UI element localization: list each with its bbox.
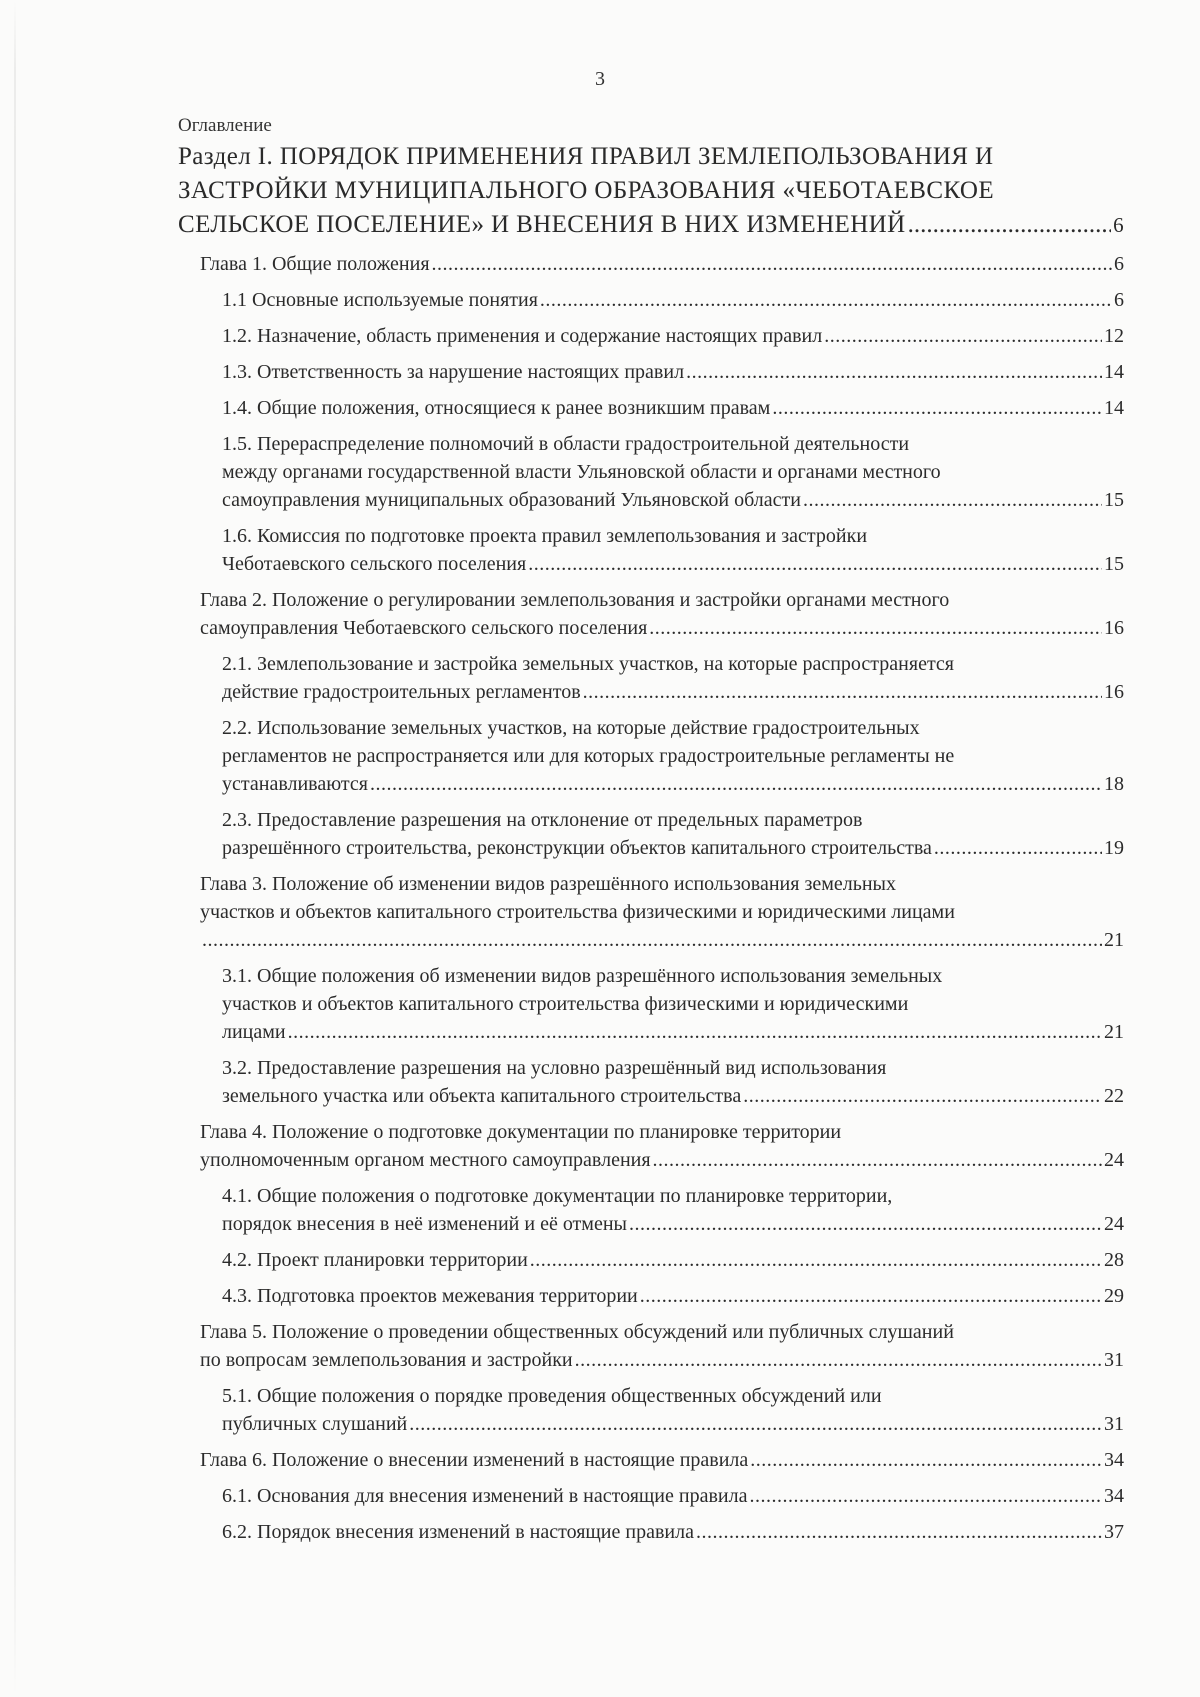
- toc-entry-last-line: [222, 1410, 1124, 1438]
- dot-leader: [743, 1082, 1102, 1110]
- toc-entry-title: земельного участка или объекта капитального строительства: [222, 1085, 742, 1107]
- dot-leader: [202, 926, 1102, 954]
- toc-entry-last-line: [222, 358, 1124, 386]
- toc-entry-page-number: 31: [1104, 1413, 1124, 1435]
- toc-entry-page-number: 28: [1104, 1249, 1124, 1271]
- toc-heading: Оглавление: [178, 115, 272, 136]
- dot-leader: [824, 322, 1102, 350]
- toc-entry-last-line: [222, 550, 1124, 578]
- toc-entry-chapter[interactable]: [178, 586, 1124, 642]
- toc-entry-last-line: [222, 1210, 1124, 1238]
- toc-entry-page-number: 22: [1104, 1085, 1124, 1107]
- toc-entry-last-line: [222, 1518, 1124, 1546]
- dot-leader: [696, 1518, 1102, 1546]
- toc-entry-title: 4.3. Подготовка проектов межевания территории: [222, 1285, 638, 1307]
- toc-entry-sub[interactable]: [178, 714, 1124, 798]
- toc-entry-last-line: [222, 1282, 1124, 1310]
- toc-entry-line: участков и объектов капитального строительства физическими и юридическими лицами: [200, 901, 955, 923]
- toc-entry-last-line: [222, 322, 1124, 350]
- toc-entry-line: 1.6. Комиссия по подготовке проекта правил землепользования и застройки: [222, 525, 868, 547]
- toc-entry-last-line: [222, 770, 1124, 798]
- toc-entry-title: 6.1. Основания для внесения изменений в настоящие правила: [222, 1485, 748, 1507]
- dot-leader: [432, 250, 1112, 278]
- dot-leader: [934, 834, 1102, 862]
- toc-entry-last-line: [222, 834, 1124, 862]
- table-of-contents: [178, 114, 1124, 1546]
- toc-entry-last-line: [222, 678, 1124, 706]
- toc-entry-last-line: [222, 1018, 1124, 1046]
- toc-entry-line: Раздел I. ПОРЯДОК ПРИМЕНЕНИЯ ПРАВИЛ ЗЕМЛЕПОЛЬЗОВАНИЯ И: [178, 143, 994, 170]
- toc-entry-page-number: 31: [1104, 1349, 1124, 1371]
- toc-entry-line: 2.1. Землепользование и застройка земельных участков, на которые распространяется: [222, 653, 955, 675]
- toc-entry-sub[interactable]: [178, 522, 1124, 578]
- toc-entry-title: порядок внесения в неё изменений и её отмены: [222, 1213, 627, 1235]
- toc-entry-last-line: [200, 1146, 1124, 1174]
- toc-entry-page-number: 21: [1104, 929, 1124, 951]
- toc-entry-title: самоуправления Чеботаевского сельского поселения: [200, 617, 648, 639]
- toc-entry-page-number: 14: [1104, 361, 1124, 383]
- toc-entry-page-number: 18: [1104, 773, 1124, 795]
- toc-entry-title: Глава 6. Положение о внесении изменений в настоящие правила: [200, 1449, 749, 1471]
- toc-entry-line: 5.1. Общие положения о порядке проведения общественных обсуждений или: [222, 1385, 882, 1407]
- toc-entry-line: между органами государственной власти Ульяновской области и органами местного: [222, 461, 941, 483]
- toc-entry-title: 4.2. Проект планировки территории: [222, 1249, 528, 1271]
- toc-entry-last-line: [200, 926, 1124, 954]
- dot-leader: [583, 678, 1102, 706]
- toc-entry-last-line: [222, 1246, 1124, 1274]
- dot-leader: [803, 486, 1102, 514]
- toc-entry-title: лицами: [222, 1021, 286, 1043]
- toc-entry-page-number: 15: [1104, 489, 1124, 511]
- toc-entry-sub[interactable]: [178, 1382, 1124, 1438]
- toc-entry-last-line: [200, 614, 1124, 642]
- toc-entry-page-number: 15: [1104, 553, 1124, 575]
- toc-entry-line: 3.2. Предоставление разрешения на условно разрешённый вид использования: [222, 1057, 887, 1079]
- toc-entry-line: 2.2. Использование земельных участков, на которые действие градостроительных: [222, 717, 920, 739]
- dot-leader: [908, 208, 1112, 242]
- toc-entries: [178, 140, 1124, 1546]
- toc-entry-sub[interactable]: [178, 1282, 1124, 1310]
- toc-entry-page-number: 29: [1104, 1285, 1124, 1307]
- dot-leader: [288, 1018, 1102, 1046]
- toc-entry-last-line: [200, 250, 1124, 278]
- dot-leader: [772, 394, 1102, 422]
- page-number: 3: [595, 68, 605, 90]
- toc-entry-sub[interactable]: [178, 1482, 1124, 1510]
- toc-entry-last-line: [222, 1482, 1124, 1510]
- toc-entry-title: разрешённого строительства, реконструкции объектов капитального строительства: [222, 837, 932, 859]
- toc-entry-line: Глава 2. Положение о регулировании землепользования и застройки органами местного: [200, 589, 950, 611]
- toc-entry-title: устанавливаются: [222, 773, 368, 795]
- dot-leader: [749, 1482, 1102, 1510]
- toc-entry-page-number: 19: [1104, 837, 1124, 859]
- toc-entry-title: уполномоченным органом местного самоуправления: [200, 1149, 651, 1171]
- toc-entry-title: СЕЛЬСКОЕ ПОСЕЛЕНИЕ» И ВНЕСЕНИЯ В НИХ ИЗМЕНЕНИЙ: [178, 211, 906, 238]
- toc-entry-page-number: 16: [1104, 681, 1124, 703]
- toc-entry-title: самоуправления муниципальных образований Ульяновской области: [222, 489, 801, 511]
- dot-leader: [409, 1410, 1102, 1438]
- toc-entry-page-number: 6: [1113, 213, 1124, 237]
- toc-entry-line: 3.1. Общие положения об изменении видов разрешённого использования земельных: [222, 965, 943, 987]
- dot-leader: [649, 614, 1102, 642]
- dot-leader: [530, 1246, 1102, 1274]
- toc-entry-sub[interactable]: [178, 286, 1124, 314]
- toc-entry-title: по вопросам землепользования и застройки: [200, 1349, 573, 1371]
- toc-entry-line: 4.1. Общие положения о подготовке документации по планировке территории,: [222, 1185, 893, 1207]
- dot-leader: [653, 1146, 1102, 1174]
- toc-entry-sub[interactable]: [178, 1182, 1124, 1238]
- toc-entry-last-line: [222, 1082, 1124, 1110]
- toc-entry-chapter[interactable]: [178, 1446, 1124, 1474]
- toc-entry-last-line: [178, 208, 1124, 242]
- toc-entry-chapter[interactable]: [178, 1118, 1124, 1174]
- toc-entry-title: действие градостроительных регламентов: [222, 681, 581, 703]
- toc-entry-sub[interactable]: [178, 394, 1124, 422]
- toc-entry-chapter[interactable]: [178, 870, 1124, 954]
- toc-entry-chapter[interactable]: [178, 1318, 1124, 1374]
- toc-entry-sub[interactable]: [178, 358, 1124, 386]
- toc-entry-section[interactable]: [178, 140, 1124, 242]
- toc-entry-title: 1.4. Общие положения, относящиеся к ранее возникшим правам: [222, 397, 771, 419]
- toc-entry-title: Глава 1. Общие положения: [200, 253, 430, 275]
- toc-entry-title: 1.3. Ответственность за нарушение настоящих правил: [222, 361, 685, 383]
- dot-leader: [750, 1446, 1102, 1474]
- toc-entry-sub[interactable]: [178, 1518, 1124, 1546]
- toc-entry-title: 6.2. Порядок внесения изменений в настоящие правила: [222, 1521, 694, 1543]
- toc-entry-sub[interactable]: [178, 322, 1124, 350]
- toc-entry-title: Чеботаевского сельского поселения: [222, 553, 527, 575]
- toc-entry-last-line: [222, 286, 1124, 314]
- dot-leader: [629, 1210, 1102, 1238]
- toc-entry-page-number: 12: [1104, 325, 1124, 347]
- toc-entry-sub[interactable]: [178, 806, 1124, 862]
- toc-entry-line: регламентов не распространяется или для которых градостроительные регламенты не: [222, 745, 955, 767]
- toc-entry-line: участков и объектов капитального строительства физическими и юридическими: [222, 993, 909, 1015]
- toc-entry-sub[interactable]: [178, 962, 1124, 1046]
- toc-entry-line: Глава 3. Положение об изменении видов разрешённого использования земельных: [200, 873, 896, 895]
- toc-entry-chapter[interactable]: [178, 250, 1124, 278]
- toc-entry-sub[interactable]: [178, 430, 1124, 514]
- toc-entry-sub[interactable]: [178, 1054, 1124, 1110]
- toc-entry-page-number: 14: [1104, 397, 1124, 419]
- toc-entry-last-line: [200, 1346, 1124, 1374]
- toc-entry-last-line: [222, 486, 1124, 514]
- dot-leader: [686, 358, 1102, 386]
- toc-entry-title: публичных слушаний: [222, 1413, 408, 1435]
- toc-entry-page-number: 21: [1104, 1021, 1124, 1043]
- dot-leader: [528, 550, 1102, 578]
- toc-entry-last-line: [222, 394, 1124, 422]
- dot-leader: [540, 286, 1112, 314]
- toc-entry-line: Глава 5. Положение о проведении общественных обсуждений или публичных слушаний: [200, 1321, 954, 1343]
- toc-entry-page-number: 34: [1104, 1449, 1124, 1471]
- scan-edge-shadow: [14, 0, 16, 1697]
- toc-entry-page-number: 34: [1104, 1485, 1124, 1507]
- toc-entry-sub[interactable]: [178, 650, 1124, 706]
- dot-leader: [575, 1346, 1102, 1374]
- toc-entry-line: ЗАСТРОЙКИ МУНИЦИПАЛЬНОГО ОБРАЗОВАНИЯ «ЧЕБОТАЕВСКОЕ: [178, 177, 995, 204]
- dot-leader: [370, 770, 1102, 798]
- toc-entry-page-number: 6: [1114, 289, 1124, 311]
- dot-leader: [640, 1282, 1102, 1310]
- toc-entry-page-number: 24: [1104, 1213, 1124, 1235]
- toc-entry-page-number: 37: [1104, 1521, 1124, 1543]
- toc-entry-line: 1.5. Перераспределение полномочий в области градостроительной деятельности: [222, 433, 910, 455]
- toc-entry-line: Глава 4. Положение о подготовке документации по планировке территории: [200, 1121, 842, 1143]
- toc-entry-sub[interactable]: [178, 1246, 1124, 1274]
- toc-entry-page-number: 16: [1104, 617, 1124, 639]
- toc-entry-title: 1.1 Основные используемые понятия: [222, 289, 538, 311]
- toc-entry-last-line: [200, 1446, 1124, 1474]
- toc-entry-page-number: 24: [1104, 1149, 1124, 1171]
- toc-entry-title: 1.2. Назначение, область применения и содержание настоящих правил: [222, 325, 823, 347]
- toc-entry-line: 2.3. Предоставление разрешения на отклонение от предельных параметров: [222, 809, 863, 831]
- toc-entry-page-number: 6: [1114, 253, 1124, 275]
